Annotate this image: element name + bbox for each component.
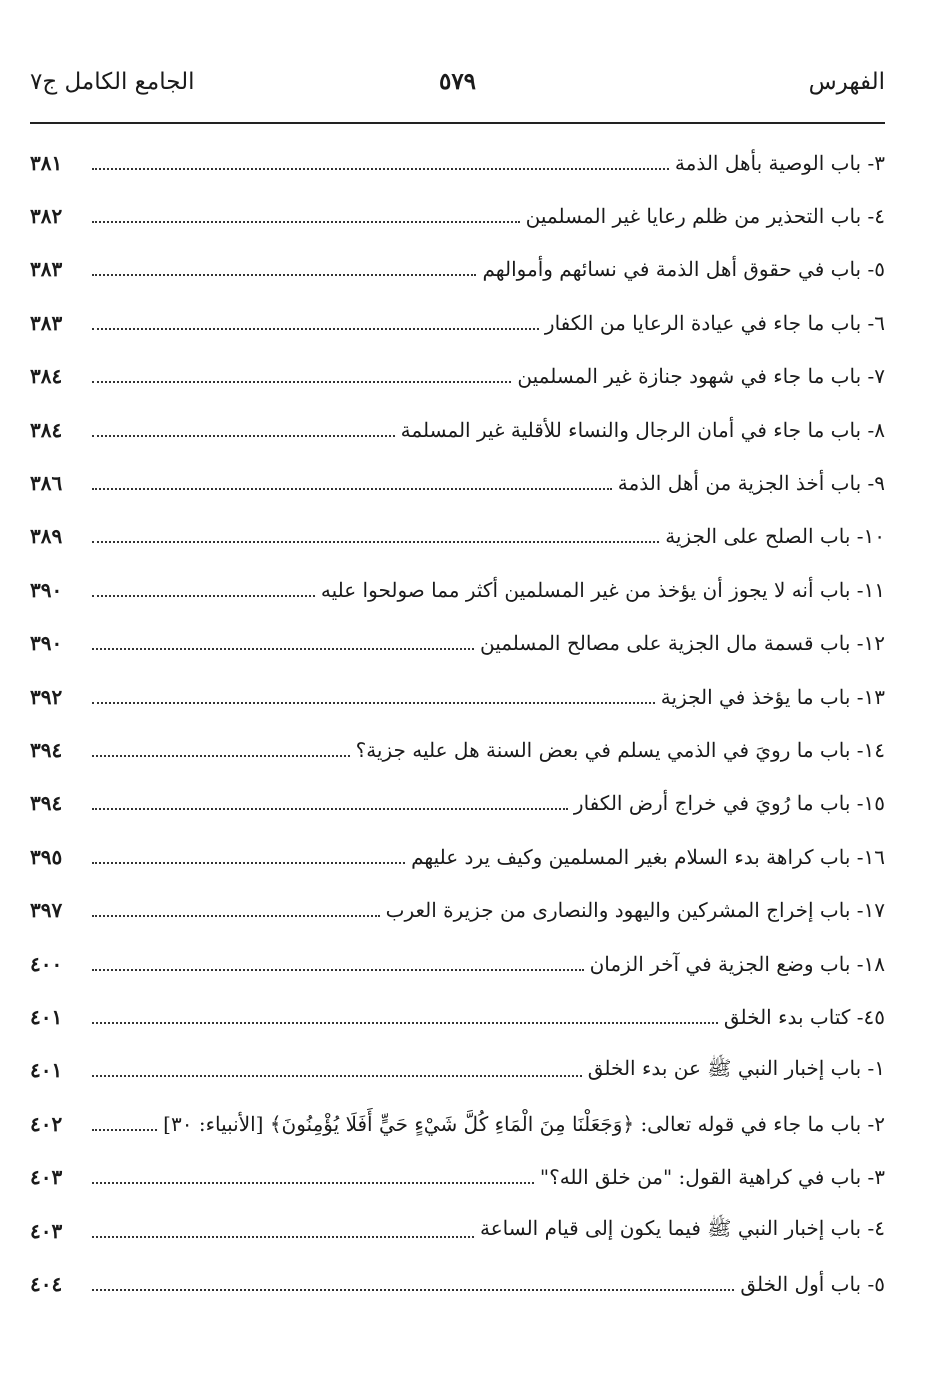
toc-entry [30, 883, 885, 936]
dot-leader [92, 168, 669, 170]
dot-leader [92, 381, 511, 383]
toc-entry [30, 617, 885, 670]
toc-entry-title: ١٠- باب الصلح على الجزية [665, 524, 885, 549]
toc-entry [30, 510, 885, 563]
toc-entry-title: ١٦- باب كراهة بدء السلام بغير المسلمين وكيف يرد عليهم [411, 844, 885, 869]
toc-entry-page: ٣٨١ [30, 150, 63, 175]
toc-entry [30, 350, 885, 403]
dot-leader [92, 1022, 718, 1024]
toc-entry [30, 1044, 885, 1097]
toc-entry-title: ١٤- باب ما رويَ في الذمي يسلم في بعض السنة هل عليه جزية؟ [355, 737, 885, 762]
toc-entry-page: ٤٠٣ [30, 1218, 63, 1243]
toc-entry-page: ٤٠٤ [30, 1271, 63, 1296]
book-title: الجامع الكامل ج٧ [30, 69, 195, 95]
dot-leader [92, 435, 395, 437]
toc-entry-title: ١٨- باب وضع الجزية في آخر الزمان [589, 951, 885, 976]
dot-leader [92, 541, 659, 543]
toc-entry [30, 670, 885, 723]
dot-leader [92, 595, 315, 597]
toc-entry [30, 136, 885, 189]
toc-entry-title: ٣- باب في كراهية القول: "من خلق الله؟" [539, 1165, 885, 1190]
toc-entry-page: ٣٨٣ [30, 257, 63, 282]
toc-entry-page: ٣٨٤ [30, 417, 63, 442]
toc-entry-page: ٣٨٢ [30, 204, 63, 229]
toc-entry-title: ٤- باب إخبار النبي ﷺ فيما يكون إلى قيام الساعة [480, 1216, 885, 1240]
toc-entry [30, 243, 885, 296]
toc-entry-page: ٣٨٩ [30, 524, 63, 549]
dot-leader [92, 862, 405, 864]
dot-leader [92, 1129, 157, 1131]
dot-leader [92, 328, 539, 330]
toc-entry-page: ٣٩٠ [30, 631, 63, 656]
toc-entry-page: ٣٨٤ [30, 364, 63, 389]
dot-leader [92, 755, 350, 757]
toc-entry-title: ١١- باب أنه لا يجوز أن يؤخذ من غير المسلمين أكثر مما صولحوا عليه [320, 577, 885, 602]
dot-leader [92, 221, 520, 223]
toc-entry-title: ١٧- باب إخراج المشركين واليهود والنصارى من جزيرة العرب [385, 898, 885, 923]
toc-entry-page: ٤٠١ [30, 1058, 63, 1083]
toc-entry [30, 189, 885, 242]
toc-entry-title: ٦- باب ما جاء في عيادة الرعايا من الكفار [544, 310, 885, 335]
toc-entry-page: ٣٩٢ [30, 684, 63, 709]
toc-entry-page: ٣٩٤ [30, 791, 63, 816]
toc-entry-title: ١- باب إخبار النبي ﷺ عن بدء الخلق [587, 1055, 885, 1080]
dot-leader [92, 808, 568, 810]
toc-entry [30, 830, 885, 883]
header-divider [30, 122, 885, 124]
toc-entry-title: ٨- باب ما جاء في أمان الرجال والنساء للأقلية غير المسلمة [400, 417, 885, 442]
toc-entry-page: ٣٩٧ [30, 898, 63, 923]
toc-entry-title: ٣- باب الوصية بأهل الذمة [674, 150, 885, 175]
toc-entry-page: ٣٨٣ [30, 310, 63, 335]
section-title: الفهرس [808, 69, 885, 95]
toc-entry [30, 563, 885, 616]
toc-entry [30, 403, 885, 456]
toc-entry-page: ٤٠٣ [30, 1165, 63, 1190]
toc-entry [30, 1097, 885, 1150]
toc-entry-page: ٣٩٥ [30, 844, 63, 869]
toc-entry-title: ١٥- باب ما رُويَ في خراج أرض الكفار [573, 791, 885, 816]
page-header [30, 62, 885, 102]
toc-entry-title: ٥- باب أول الخلق [740, 1271, 885, 1296]
dot-leader [92, 1236, 474, 1238]
page-number: ٥٧٩ [438, 68, 477, 95]
dot-leader [92, 648, 474, 650]
toc-entry [30, 777, 885, 830]
dot-leader [92, 1289, 734, 1291]
dot-leader [92, 915, 380, 917]
toc-entry-title: ٤- باب التحذير من ظلم رعايا غير المسلمين [525, 204, 885, 229]
toc-entry [30, 1204, 885, 1257]
dot-leader [92, 702, 655, 704]
toc-entry-page: ٣٨٦ [30, 471, 63, 496]
toc-entry [30, 1150, 885, 1203]
toc-entry-page: ٣٩٠ [30, 577, 63, 602]
toc-entry [30, 723, 885, 776]
toc-entry-title: ١٣- باب ما يؤخذ في الجزية [660, 684, 885, 709]
dot-leader [92, 488, 612, 490]
toc-entry-page: ٣٩٤ [30, 737, 63, 762]
toc-entry-title: ٥- باب في حقوق أهل الذمة في نسائهم وأموالهم [482, 257, 885, 282]
toc-entry-title: ٩- باب أخذ الجزية من أهل الذمة [617, 471, 885, 496]
toc-entry [30, 296, 885, 349]
toc-entry-title: ٧- باب ما جاء في شهود جنازة غير المسلمين [517, 364, 885, 389]
toc-entry-title: ١٢- باب قسمة مال الجزية على مصالح المسلمين [479, 631, 885, 656]
dot-leader [92, 1075, 582, 1077]
toc-entry-page: ٤٠٢ [30, 1111, 63, 1136]
toc-entry-title: ٢- باب ما جاء في قوله تعالى: ﴿وَجَعَلْنَا مِنَ الْمَاءِ كُلَّ شَيْءٍ حَيٍّ أَفَلَا يُؤْمِنُونَ﴾ [الأنبياء: ٣٠] [163, 1111, 885, 1136]
toc-entry-page: ٤٠١ [30, 1004, 63, 1029]
toc-entry [30, 937, 885, 990]
toc-entry [30, 990, 885, 1043]
table-of-contents [30, 136, 885, 1311]
toc-entry [30, 456, 885, 509]
toc-entry [30, 1257, 885, 1310]
dot-leader [92, 1182, 534, 1184]
toc-entry-page: ٤٠٠ [30, 951, 63, 976]
dot-leader [92, 274, 476, 276]
dot-leader [92, 969, 584, 971]
toc-entry-title: ٤٥- كتاب بدء الخلق [723, 1004, 885, 1029]
